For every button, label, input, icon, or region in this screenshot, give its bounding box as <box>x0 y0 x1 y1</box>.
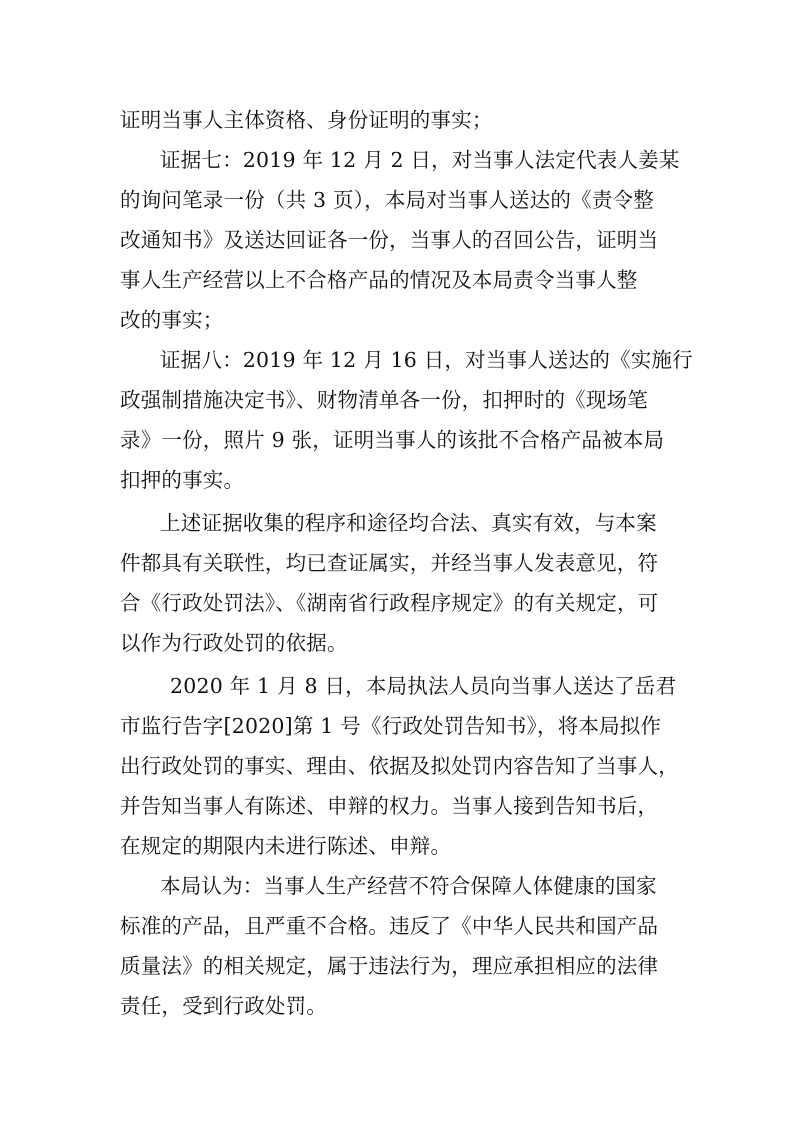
text-line: 责任，受到行政处罚。 <box>120 994 327 1018</box>
text-line: 扣押的事实。 <box>120 468 245 492</box>
text-line: 政强制措施决定书》、财物清单各一份，扣押时的《现场笔 <box>120 388 648 412</box>
text-line: 市监行告字[2020]第 1 号《行政处罚告知书》，将本局拟作 <box>120 714 662 738</box>
paragraph-evidence-validity <box>120 503 680 663</box>
text-line: 证明当事人主体资格、身份证明的事实； <box>120 108 493 132</box>
text-line: 件都具有关联性，均已查证属实，并经当事人发表意见，符 <box>120 551 659 575</box>
text-line: 录》一份，照片 9 张，证明当事人的该批不合格产品被本局 <box>120 428 665 452</box>
text-line: 并告知当事人有陈述、申辩的权力。当事人接到告知书后， <box>120 794 659 818</box>
paragraph-evidence-eight <box>120 340 693 500</box>
text-line: 2020 年 1 月 8 日，本局执法人员向当事人送达了岳君 <box>170 674 677 698</box>
text-line: 出行政处罚的事实、理由、依据及拟处罚内容告知了当事人， <box>120 754 679 778</box>
text-line: 证据七：2019 年 12 月 2 日，对当事人法定代表人姜某 <box>160 148 680 172</box>
text-line: 合《行政处罚法》、《湖南省行政程序规定》的有关规定，可 <box>120 591 659 615</box>
paragraph-bureau-finding <box>120 866 680 1026</box>
text-line: 的询问笔录一份（共 3 页），本局对当事人送达的《责令整 <box>120 188 654 212</box>
text-line: 证据八：2019 年 12 月 16 日，对当事人送达的《实施行 <box>160 348 693 372</box>
paragraph-evidence-seven <box>120 140 680 340</box>
text-line: 上述证据收集的程序和途径均合法、真实有效，与本案 <box>160 511 657 535</box>
text-line: 改通知书》及送达回证各一份，当事人的召回公告，证明当 <box>120 228 659 252</box>
text-line: 本局认为：当事人生产经营不符合保障人体健康的国家 <box>160 874 657 898</box>
text-line: 在规定的期限内未进行陈述、申辩。 <box>120 834 452 858</box>
text-line: 事人生产经营以上不合格产品的情况及本局责令当事人整 <box>120 268 638 292</box>
text-line: 质量法》的相关规定，属于违法行为，理应承担相应的法律 <box>120 954 659 978</box>
text-line: 标准的产品，且严重不合格。违反了《中华人民共和国产品 <box>120 914 659 938</box>
text-line: 以作为行政处罚的依据。 <box>120 631 348 655</box>
text-line: 改的事实； <box>120 308 224 332</box>
paragraph-identity-evidence <box>120 100 680 140</box>
paragraph-penalty-notice <box>120 666 680 866</box>
